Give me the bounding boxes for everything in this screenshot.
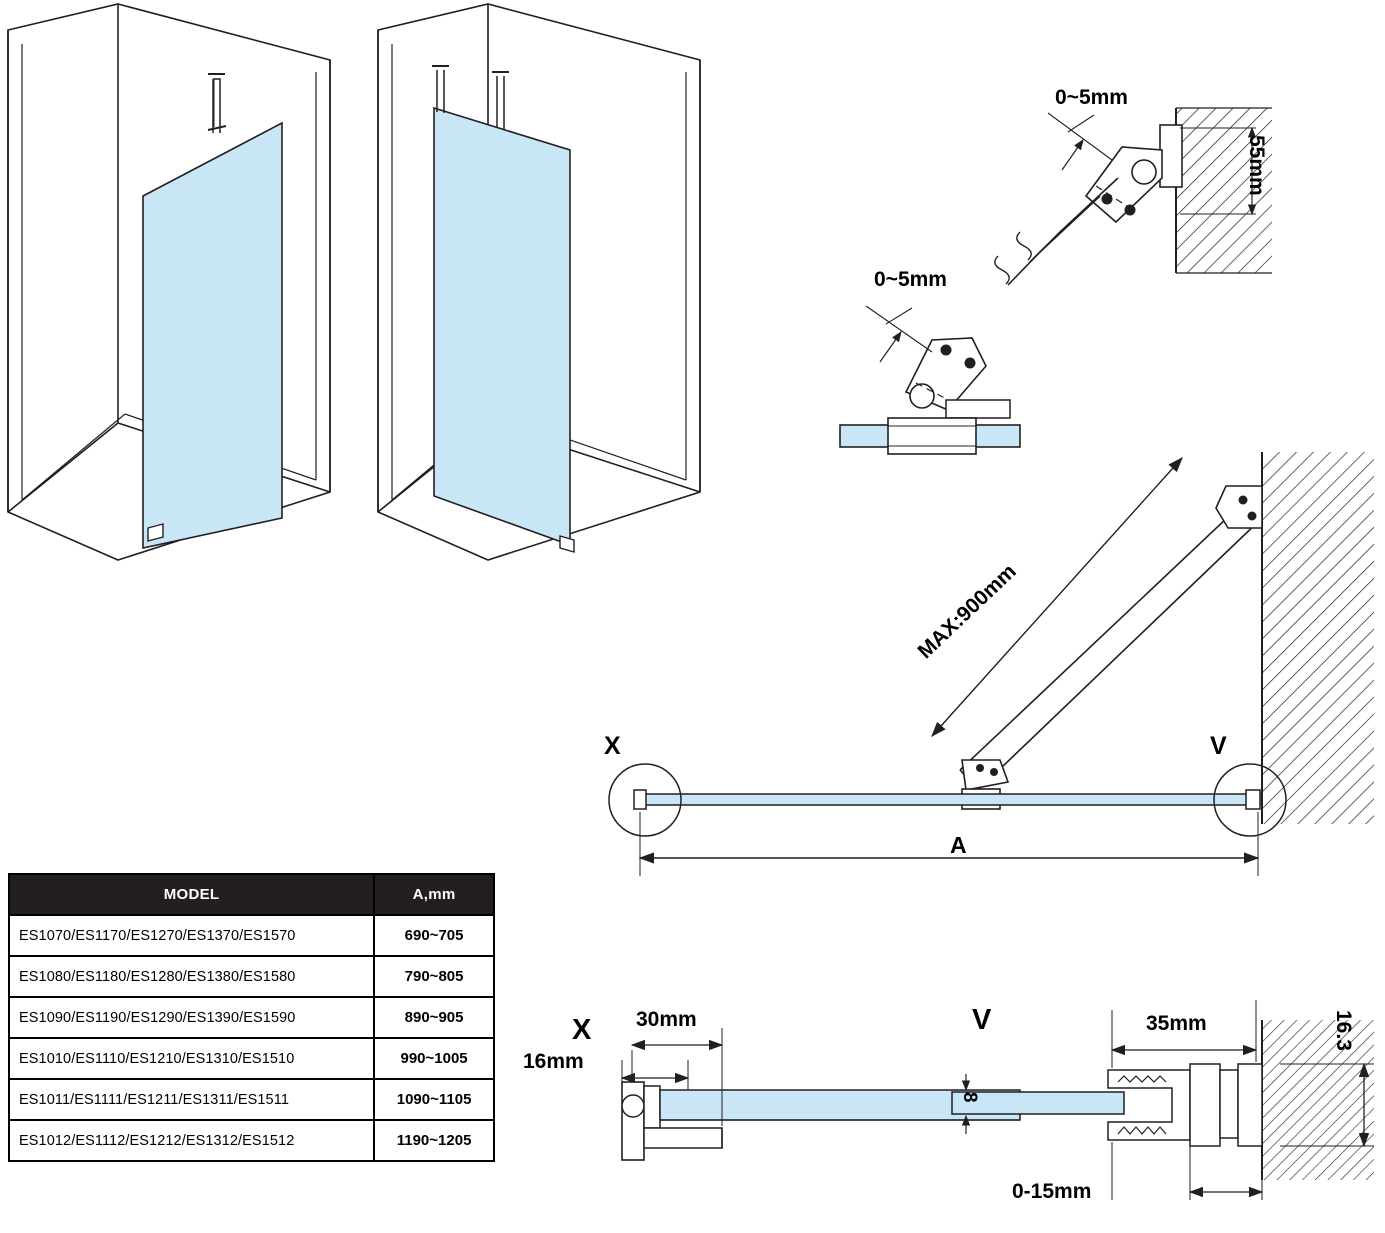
model-spec-table (8, 873, 495, 1162)
table-row (9, 956, 494, 997)
table-row (9, 997, 494, 1038)
label-wall-adjust: 0-15mm (1012, 1180, 1092, 1203)
table-row (9, 1120, 494, 1161)
label-bracket-top-gap: 0~5mm (1055, 86, 1128, 109)
cell-model: ES1012/ES1112/ES1212/ES1312/ES1512 (9, 1120, 374, 1161)
cell-model: ES1090/ES1190/ES1290/ES1390/ES1590 (9, 997, 374, 1038)
label-plan-detail-v: V (1210, 732, 1227, 760)
label-bracket-lower-gap: 0~5mm (874, 268, 947, 291)
table-row (9, 1038, 494, 1079)
cell-dim: 1190~1205 (374, 1120, 494, 1161)
plan-view (609, 452, 1374, 876)
cell-dim: 790~805 (374, 956, 494, 997)
label-glass-thickness: 8 (959, 1092, 980, 1103)
cell-model: ES1011/ES1111/ES1211/ES1311/ES1511 (9, 1079, 374, 1120)
label-plan-width-a: A (950, 832, 967, 858)
label-detail-v: V (972, 1004, 992, 1036)
iso-view-right (378, 4, 700, 560)
cell-model: ES1080/ES1180/ES1280/ES1380/ES1580 (9, 956, 374, 997)
cell-model: ES1070/ES1170/ES1270/ES1370/ES1570 (9, 915, 374, 956)
label-profile-x-inner: 16mm (523, 1050, 584, 1073)
cell-dim: 890~905 (374, 997, 494, 1038)
iso-view-left (8, 4, 330, 560)
cell-dim: 990~1005 (374, 1038, 494, 1079)
table-row (9, 1079, 494, 1120)
table-row (9, 915, 494, 956)
cell-model: ES1010/ES1110/ES1210/ES1310/ES1510 (9, 1038, 374, 1079)
table-body (9, 915, 494, 1161)
table-header-model: MODEL (9, 874, 374, 915)
table-header-dim: A,mm (374, 874, 494, 915)
table-header-row (9, 874, 494, 915)
label-plan-detail-x: X (604, 732, 621, 760)
cell-dim: 690~705 (374, 915, 494, 956)
label-profile-v-width: 35mm (1146, 1012, 1207, 1035)
label-profile-v-height: 16.3 (1332, 1010, 1355, 1051)
label-detail-x: X (572, 1014, 592, 1046)
cell-dim: 1090~1105 (374, 1079, 494, 1120)
label-bracket-wall-height: 55mm (1245, 135, 1268, 196)
label-profile-x-outer: 30mm (636, 1008, 697, 1031)
label-bar-max-length: MAX:900mm (913, 559, 1021, 664)
